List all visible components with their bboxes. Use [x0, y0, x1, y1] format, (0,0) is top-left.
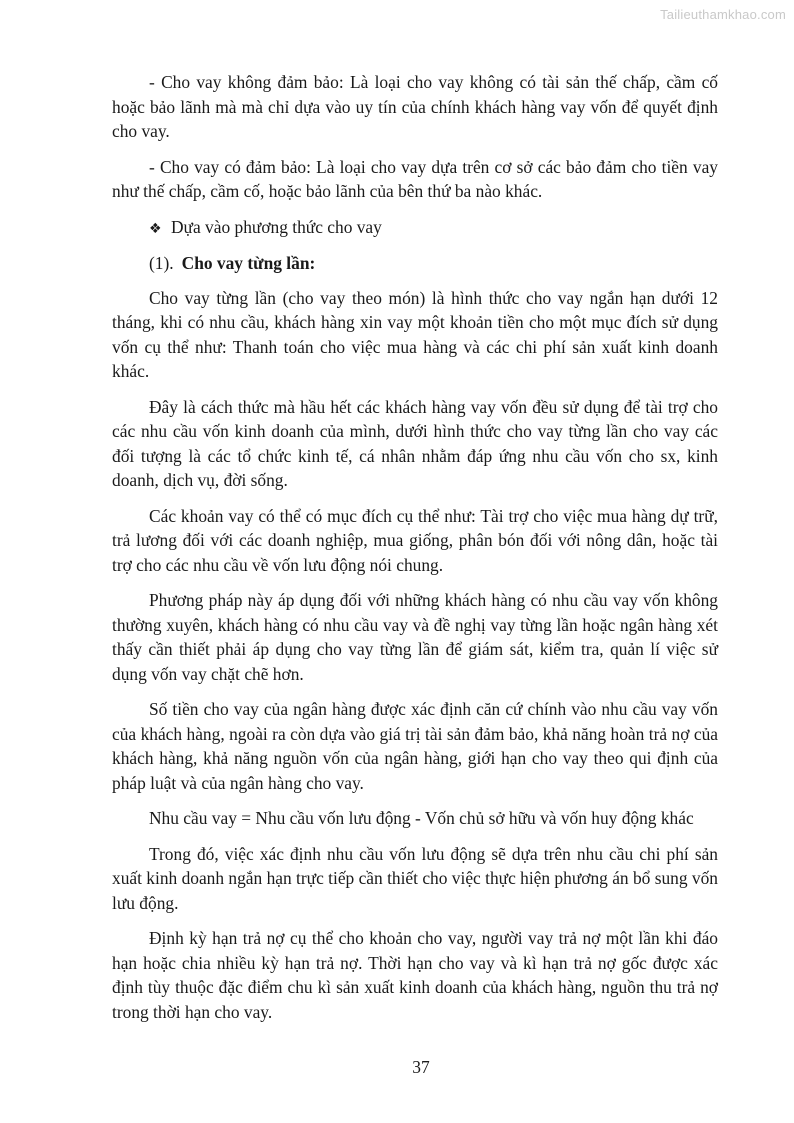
paragraph: Phương pháp này áp dụng đối với những khách hàng có nhu cầu vay vốn không thường xuyên, khách hàng có nhu cầu vay và đề nghị vay từng lần hoặc ngân hàng xét thấy cần thiết phải áp dụng cho vay từng lần để giám sát, kiểm tra, quản lí việc sử dụng vốn vay chặt chẽ hơn.	[112, 590, 718, 684]
paragraph: Định kỳ hạn trả nợ cụ thể cho khoản cho vay, người vay trả nợ một lần khi đáo hạn hoặc chia nhiều kỳ hạn trả nợ. Thời hạn cho vay và kì hạn trả nợ gốc được xác định tùy thuộc đặc điểm chu kì sản xuất kinh doanh của khách hàng, nguồn thu trả nợ trong thời hạn cho vay.	[112, 928, 718, 1022]
formula-paragraph: Nhu cầu vay = Nhu cầu vốn lưu động - Vốn chủ sở hữu và vốn huy động khác	[149, 808, 694, 828]
section-heading	[112, 251, 718, 276]
paragraph-unsecured-loan: - Cho vay không đảm bảo: Là loại cho vay không có tài sản thế chấp, cầm cố hoặc bảo lãnh mà mà chỉ dựa vào uy tín của chính khách hàng vay vốn để quyết định cho vay.	[112, 72, 718, 141]
paragraph-secured-loan: - Cho vay có đảm bảo: Là loại cho vay dựa trên cơ sở các bảo đảm cho tiền vay như thế chấp, cầm cố, hoặc bảo lãnh của bên thứ ba nào khác.	[112, 156, 718, 201]
paragraph: Các khoản vay có thể có mục đích cụ thể như: Tài trợ cho việc mua hàng dự trữ, trả lương đối với các doanh nghiệp, mua giống, phân bón đối với nông dân, hoặc tài trợ cho các nhu cầu về vốn lưu động nói chung.	[112, 505, 718, 575]
paragraph: Trong đó, việc xác định nhu cầu vốn lưu động sẽ dựa trên nhu cầu chi phí sản xuất kinh doanh ngắn hạn trực tiếp cần thiết cho việc thực hiện phương án bổ sung vốn lưu động.	[112, 843, 718, 913]
paragraph: Số tiền cho vay của ngân hàng được xác định căn cứ chính vào nhu cầu vay vốn của khách hàng, ngoài ra còn dựa vào giá trị tài sản đảm bảo, khả năng hoàn trả nợ của khách hàng, khả năng nguồn vốn của ngân hàng, giới hạn cho vay theo qui định của pháp luật và của ngân hàng cho vay.	[112, 699, 718, 793]
watermark: Tailieuthamkhao.com	[660, 7, 786, 22]
page-body	[112, 70, 718, 1035]
section-title: Cho vay từng lần:	[181, 253, 316, 273]
paragraph: Đây là cách thức mà hầu hết các khách hàng vay vốn đều sử dụng để tài trợ cho các nhu cầu vốn kinh doanh của mình, dưới hình thức cho vay từng lần cho vay các đối tượng là các tổ chức kinh tế, cá nhân nhằm đáp ứng nhu cầu vốn cho sx, kinh doanh, dịch vụ, đời sống.	[112, 396, 718, 490]
section-number: (1).	[149, 253, 174, 273]
page-number: 37	[412, 1057, 430, 1077]
diamond-bullet-icon: ❖	[149, 220, 162, 237]
bullet-heading	[112, 215, 718, 242]
paragraph: Cho vay từng lần (cho vay theo món) là hình thức cho vay ngắn hạn dưới 12 tháng, khi có nhu cầu, khách hàng xin vay một khoản tiền cho một mục đích sử dụng vốn cụ thể như: Thanh toán cho việc mua hàng và các chi phí sản xuất kinh doanh khác.	[112, 287, 718, 381]
bullet-heading-text: Dựa vào phương thức cho vay	[171, 216, 382, 237]
